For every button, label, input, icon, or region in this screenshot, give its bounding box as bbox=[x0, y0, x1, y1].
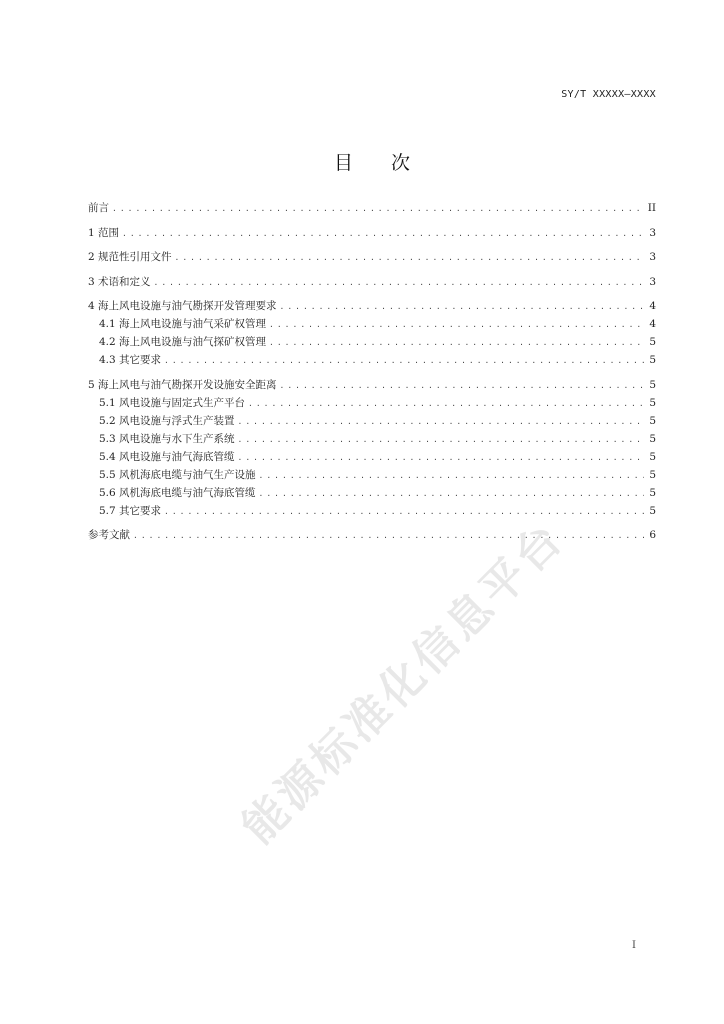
toc-dot-leader bbox=[259, 467, 644, 485]
toc-entry-5-6[interactable] bbox=[88, 484, 656, 502]
toc-dot-leader bbox=[133, 527, 644, 545]
toc-entry-5-safety-distance[interactable] bbox=[88, 376, 656, 394]
toc-entry-label: 5.6 风机海底电缆与油气海底管缆 bbox=[99, 486, 256, 499]
toc-list bbox=[88, 199, 656, 544]
toc-dot-leader bbox=[280, 298, 644, 316]
toc-entry-label: 5.5 风机海底电缆与油气生产设施 bbox=[99, 468, 256, 481]
toc-entry-label: 4.2 海上风电设施与油气探矿权管理 bbox=[99, 336, 267, 348]
toc-entry-page: 5 bbox=[649, 468, 656, 481]
toc-entry-5-4[interactable] bbox=[88, 448, 656, 466]
toc-entry-4-2[interactable] bbox=[88, 333, 656, 351]
toc-title-char-2: 次 bbox=[391, 152, 411, 174]
toc-dot-leader bbox=[164, 503, 644, 521]
toc-entry-label: 1 范围 bbox=[88, 226, 120, 239]
toc-entry-page: 5 bbox=[649, 414, 656, 427]
toc-title bbox=[0, 148, 724, 175]
toc-entry-page: 5 bbox=[649, 378, 656, 391]
toc-entry-label: 2 规范性引用文件 bbox=[88, 251, 172, 263]
toc-entry-label: 4.1 海上风电设施与油气采矿权管理 bbox=[99, 318, 267, 330]
standard-code: SY/T XXXXX—XXXX bbox=[561, 89, 656, 100]
toc-entry-label: 5.2 风电设施与浮式生产装置 bbox=[99, 414, 235, 427]
toc-dot-leader bbox=[112, 200, 644, 218]
toc-entry-page: II bbox=[647, 202, 656, 214]
toc-entry-page: 4 bbox=[649, 300, 656, 312]
toc-dot-leader bbox=[248, 395, 644, 413]
toc-entry-page: 3 bbox=[649, 226, 656, 239]
toc-entry-label: 5.7 其它要求 bbox=[99, 504, 162, 517]
toc-dot-leader bbox=[269, 316, 644, 334]
toc-dot-leader bbox=[122, 225, 644, 243]
toc-entry-1-scope[interactable] bbox=[88, 224, 656, 242]
toc-title-char-1: 目 bbox=[333, 152, 353, 174]
page-number: I bbox=[632, 940, 636, 951]
toc-entry-page: 5 bbox=[649, 354, 656, 366]
toc-entry-4-1[interactable] bbox=[88, 315, 656, 333]
toc-entry-label: 5.3 风电设施与水下生产系统 bbox=[99, 432, 235, 445]
toc-entry-5-1[interactable] bbox=[88, 394, 656, 412]
toc-entry-page: 3 bbox=[649, 275, 656, 288]
toc-entry-label: 参考文献 bbox=[88, 529, 130, 541]
toc-dot-leader bbox=[154, 274, 644, 292]
toc-entry-page: 3 bbox=[649, 251, 656, 263]
toc-entry-4-management[interactable] bbox=[88, 297, 656, 315]
toc-entry-page: 5 bbox=[649, 432, 656, 445]
toc-dot-leader bbox=[175, 249, 644, 267]
toc-entry-label: 前言 bbox=[88, 202, 109, 214]
toc-entry-label: 5 海上风电与油气勘探开发设施安全距离 bbox=[88, 378, 277, 391]
toc-dot-leader bbox=[269, 334, 644, 352]
toc-entry-page: 4 bbox=[649, 318, 656, 330]
toc-entry-5-3[interactable] bbox=[88, 430, 656, 448]
toc-dot-leader bbox=[164, 352, 644, 370]
toc-dot-leader bbox=[259, 485, 644, 503]
toc-entry-5-5[interactable] bbox=[88, 466, 656, 484]
toc-entry-bibliography[interactable] bbox=[88, 526, 656, 544]
toc-entry-label: 4.3 其它要求 bbox=[99, 354, 162, 366]
toc-dot-leader bbox=[280, 377, 644, 395]
toc-entry-label: 4 海上风电设施与油气勘探开发管理要求 bbox=[88, 300, 277, 312]
toc-entry-page: 5 bbox=[649, 486, 656, 499]
toc-entry-label: 5.1 风电设施与固定式生产平台 bbox=[99, 396, 246, 409]
toc-entry-label: 5.4 风电设施与油气海底管缆 bbox=[99, 450, 235, 463]
toc-entry-page: 6 bbox=[649, 529, 656, 541]
toc-entry-label: 3 术语和定义 bbox=[88, 275, 151, 288]
toc-entry-page: 5 bbox=[649, 336, 656, 348]
toc-entry-page: 5 bbox=[649, 504, 656, 517]
toc-dot-leader bbox=[238, 431, 644, 449]
toc-entry-page: 5 bbox=[649, 450, 656, 463]
toc-dot-leader bbox=[238, 413, 644, 431]
toc-dot-leader bbox=[238, 449, 644, 467]
toc-entry-5-7[interactable] bbox=[88, 502, 656, 520]
toc-entry-3-terms[interactable] bbox=[88, 273, 656, 291]
toc-entry-4-3[interactable] bbox=[88, 351, 656, 369]
toc-entry-foreword[interactable] bbox=[88, 199, 656, 217]
toc-entry-2-normative-references[interactable] bbox=[88, 248, 656, 266]
watermark: 能源标准化信息平台 bbox=[232, 512, 575, 854]
toc-entry-5-2[interactable] bbox=[88, 412, 656, 430]
toc-entry-page: 5 bbox=[649, 396, 656, 409]
